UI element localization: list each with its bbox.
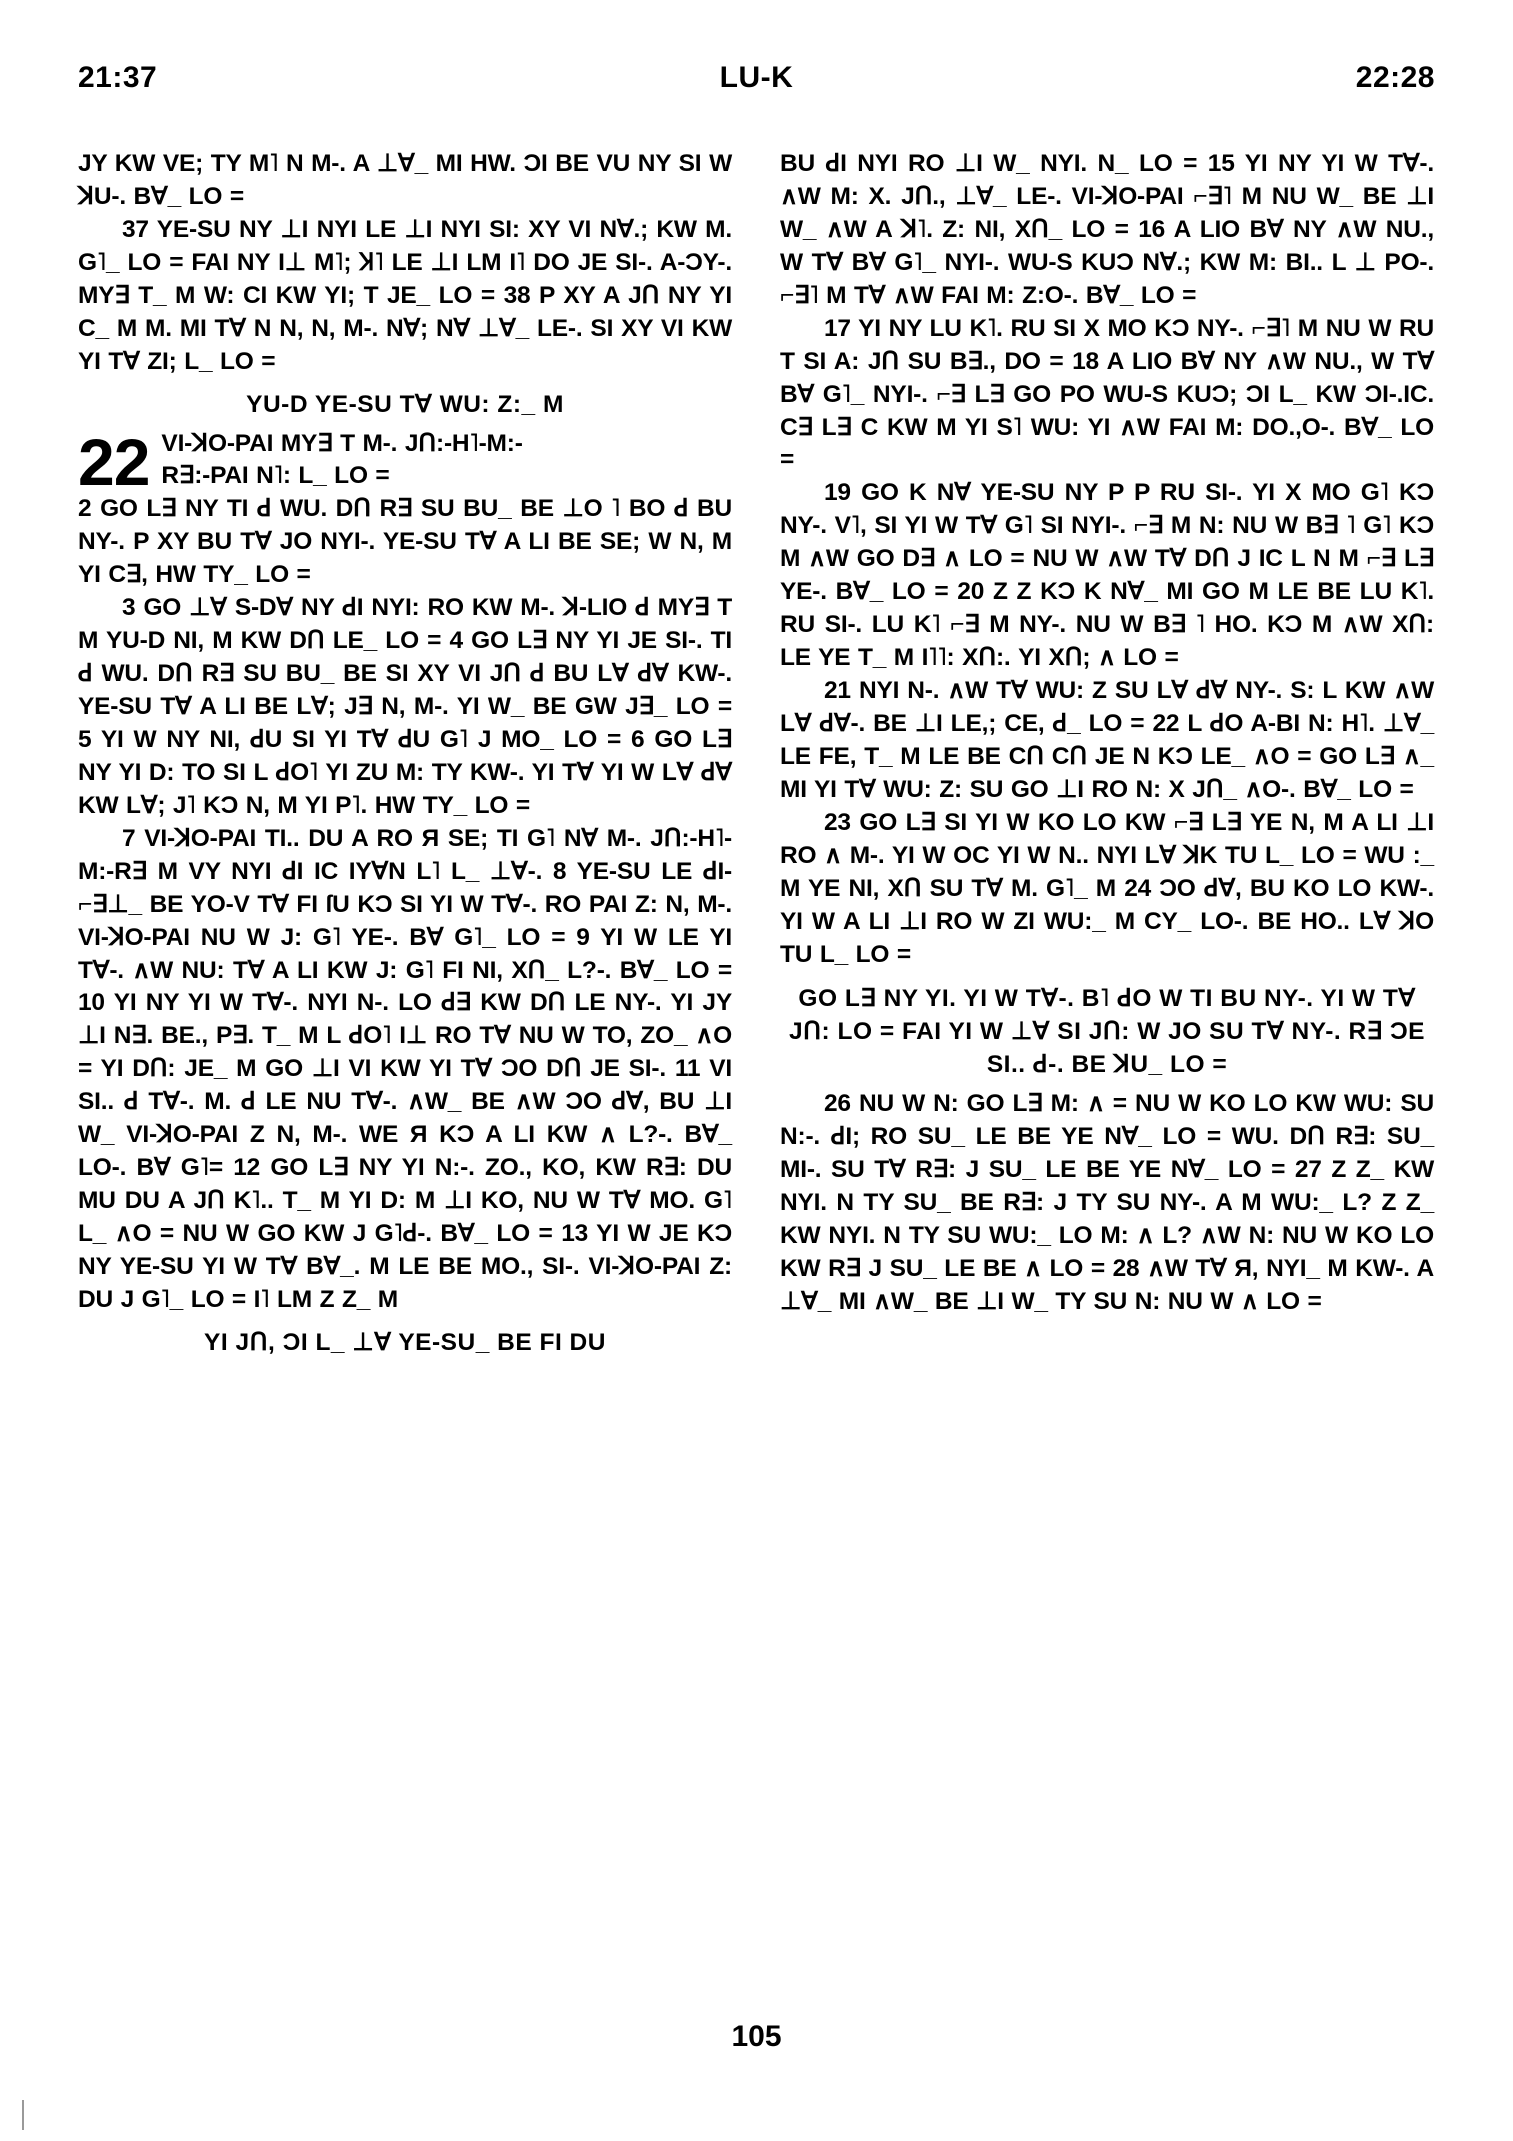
verse-number: 16 [1138, 215, 1166, 243]
verse-number: 6 [631, 725, 645, 753]
verse-number: 18 [1072, 347, 1099, 375]
body-text: JY KW VE; TY M˥ N M-. A ⊥∀_ MI HW. ƆI BE VU NY SI W ꓘU-. B∀_ LO = [78, 150, 732, 210]
verse-paragraph [78, 214, 732, 379]
verse-number: 10 [78, 989, 105, 1017]
header-book-title: LU-K [719, 61, 794, 94]
verse-paragraph [78, 493, 732, 592]
body-text: A LIO B∀ NY ∧W NU., W T∀ B∀ G˥_ NYI-. ⌐∃ L∃ GO PO WU-S KUƆ; ƆI L_ KW ƆI-.IC. C∃ L∃ C KW M YI S˥ WU: YI ∧W FAI M: DO.,O-. B∀_ LO = [780, 347, 1435, 474]
verse-paragraph [78, 823, 732, 1317]
verse-number: 9 [576, 923, 590, 951]
verse-number: 38 [503, 281, 531, 309]
verse-number: 3 [122, 594, 136, 622]
paragraph [780, 148, 1434, 313]
verse-number: 15 [1207, 150, 1235, 177]
body-text: YI W JE KƆ NY YE-SU YI W T∀ B∀_. M LE BE MO., SI-. VI-ꓘO-PAI Z: DU J G˥_ LO = [78, 1220, 733, 1313]
verse-number: 13 [561, 1220, 589, 1247]
verse-paragraph [780, 313, 1434, 478]
verse-number: 20 [957, 578, 985, 606]
verse-number: 22 [1152, 709, 1180, 737]
body-text: WU :_ M YE NI, XՈ SU T∀ M. G˥_ M [780, 841, 1434, 902]
chapter-first-lines [78, 424, 732, 499]
body-text: GO L∃ NY TI ꓒ WU. DՈ R∃ SU BU_ BE ⊥O ˥ BO ꓒ BU NY-. P XY BU T∀ JO NYI-. YE-SU T∀ A LI BE SE; W N, M YI C∃, HW TY_ LO = [78, 495, 733, 589]
body-text: YI NY YI W T∀-. NYI N-. LO ꓒ∃ KW DՈ LE NY-. YI JY ⊥I N∃. BE., P∃. T_ M L ꓒO˥ I⊥ RO T∀ NU W TO, ZO_ ∧O = YI DՈ: JE_ M GO ⊥I VI KW YI T∀ ƆO DՈ JE SI-. [78, 989, 732, 1083]
header-right-reference: 22:28 [1355, 61, 1435, 94]
verse-number: 26 [824, 1090, 851, 1118]
body-text: GO L∃ NY YI N:-. ZO., KO, KW R∃: DU MU DU A JՈ K˥.. T_ M YI D: M ⊥I KO, NU W T∀ MO. G˥ L_ ∧O = NU W GO KW J G˥ꓒ-. B∀_ LO = [78, 1154, 733, 1247]
body-text: P XY A JՈ NY YI C_ M M. MI T∀ N N, N, M-. N∀; N∀ ⊥∀_ LE-. SI XY VI KW YI T∀ ZI; L_ LO = [78, 281, 733, 375]
verse-number: 28 [1112, 1254, 1140, 1282]
body-text: Z Z_ KW NYI. N TY SU_ BE R∃: J TY SU NY-. A M WU:_ L? Z Z_ KW NYI. N TY SU WU:_ LO M: ∧ L? ∧W N: NU W KO LO KW R∃ J SU_ LE BE ∧ LO = [780, 1156, 1434, 1282]
scan-edge-mark [22, 2100, 24, 2130]
section-heading: GO L∃ NY YI. YI W T∀-. B˥ ꓒO W TI BU NY-. YI W T∀ JՈ: LO = FAI YI W ⊥∀ SI JՈ: W JO SU T∀ NY-. R∃ ƆE SI.. ꓒ-. BE ꓘU_ LO = [789, 985, 1425, 1079]
verse-paragraph [780, 675, 1434, 807]
verse-number: 37 [122, 215, 149, 243]
verse-number: 8 [552, 857, 567, 885]
body-text: GO L∃ SI YI W KO LO KW ⌐∃ L∃ YE N, M A LI ⊥I RO ∧ M-. YI W OC YI W N.. NYI L∀ ꓘK TU L_ LO = [780, 808, 1435, 869]
body-text: ƆO ꓒ∀, BU KO LO KW-. YI W A LI ⊥I RO W ZI WU:_ M CY_ LO-. BE HO.. L∀ ꓘO TU L_ LO = [780, 874, 1434, 968]
body-text: YE-SU LE ꓒI-⌐∃⊥_ BE YO-V T∀ FI ſU KƆ SI YI W T∀-. RO PAI Z: N, M-. VI-ꓘO-PAI NU W J: G˥ YE-. B∀ G˥_ LO = [78, 857, 733, 951]
verse-number: 2 [78, 495, 92, 523]
two-column-body [78, 148, 1435, 1988]
body-text: L ꓒO A-BI N: H˥. ⊥∀_ LE FE, T_ M LE BE CՈ CՈ JE N KƆ LE_ ∧O = GO L∃ ∧_ MI YI T∀ WU: Z: SU GO ⊥I RO N: X JՈ_ ∧O-. B∀_ LO = [780, 709, 1434, 803]
verse-paragraph [780, 1088, 1434, 1319]
body-text: GO L∃ NY YI JE SI-. TI ꓒ WU. DՈ R∃ SU BU_ BE SI XY VI JՈ ꓒ BU L∀ ꓒ∀ KW-. YE-SU T∀ A LI BE L∀; J∃ N, M-. YI W_ BE GW J∃_ LO = [78, 627, 733, 720]
body-text: I˥ LM Z Z_ M [253, 1285, 398, 1313]
section-heading: YI JՈ, ƆI L_ ⊥∀ YE-SU_ BE FI DU [204, 1328, 606, 1356]
body-text: ∧W T∀ Я, NYI_ M KW-. A ⊥∀_ MI ∧W_ BE ⊥I W_ TY SU N: NU W ∧ LO = [780, 1254, 1434, 1315]
verse-paragraph [780, 807, 1434, 972]
verse-number: 4 [449, 627, 463, 655]
body-text: BU ꓒI NYI RO ⊥I W_ NYI. N_ LO = [780, 150, 1198, 177]
right-text-column [780, 148, 1434, 1988]
verse-number: 23 [824, 808, 851, 836]
verse-number: 5 [78, 725, 92, 753]
body-text: YI NY LU K˥. RU SI X MO KƆ NY-. ⌐∃˥ M NU W RU T SI A: JՈ SU B∃., DO = [780, 314, 1435, 375]
chapter-opening [78, 424, 733, 593]
verse-number: 21 [824, 677, 851, 704]
verse-number: 24 [1124, 874, 1152, 902]
body-text: GO ⊥∀ S-D∀ NY ꓒI NYI: RO KW M-. ꓘ-LIO ꓒ MY∃ T M YU-D NI, M KW DՈ LE_ LO = [78, 594, 732, 655]
verse-number: 7 [122, 824, 136, 852]
body-text: Z Z KƆ K N∀_ MI GO M LE BE LU K˥. RU SI-. LU K˥ ⌐∃ M NY-. NU W B∃ ˥ HO. KƆ M ∧W XՈ: LE YE T_ M I˥˥: XՈ:. YI XՈ; ∧ LO = [780, 578, 1435, 672]
body-text: A LIO B∀ NY ∧W NU., W T∀ B∀ G˥_ NYI-. WU-S KUƆ N∀.; KW M: BI.. L ⊥ PO-. ⌐∃˥ M T∀ ∧W FAI M: Z:O-. B∀_ LO = [780, 215, 1435, 309]
verse-number: 12 [233, 1154, 261, 1182]
body-text: YI NY YI W T∀-. ∧W M: X. JՈ., ⊥∀_ LE-. VI-ꓘO-PAI ⌐∃˥ M NU W_ BE ⊥I W_ ∧W A ꓘ˥. Z: NI, XՈ_ LO = [780, 150, 1434, 243]
body-text: VI-ꓘO-PAI TI.. DU A RO Я SE; TI G˥ N∀ M-. JՈ:-H˥-M:-R∃ M VY NYI ꓒI IC IY∀N L˥ L_ ⊥∀-. [78, 824, 732, 885]
body-text: GO L∃ NY YI D: TO SI L ꓒO˥ YI ZU M: TY KW-. YI T∀ YI W L∀ ꓒ∀ KW L∀; J˥ KƆ N, M YI P˥. HW TY_ LO = [78, 725, 733, 819]
body-text: YE-SU NY ⊥I NYI LE ⊥I NYI SI: XY VI N∀.; KW M. G˥_ LO = FAI NY I⊥ M˥; Ʞ˥ LE ⊥I LM I˥ DO JE SI-. A-ƆY-. MY∃ T_ M W: CI KW YI; T JE_ LO = [78, 215, 732, 309]
left-text-column [78, 148, 732, 1988]
body-text: R∃:-PAI N˥: L_ LO = [161, 462, 390, 490]
body-text: YI W NY NI, ꓒU SI YI T∀ ꓒU G˥ J MO_ LO = [100, 725, 622, 753]
body-text: GO K N∀ YE-SU NY P P RU SI-. YI X MO G˥ KƆ NY-. V˥, SI YI W T∀ G˥ SI NYI-. ⌐∃ M N: NU W B∃ ˥ G˥ KƆ M ∧W GO D∃ ∧ LO = NU W ∧W T∀ DՈ J IC L N M ⌐∃ L∃ YE-. B∀_ LO = [780, 479, 1434, 606]
verse-paragraph [780, 477, 1434, 675]
body-text: YI W LE YI T∀-. ∧W NU: T∀ A LI KW J: G˥ FI NI, XՈ_ L?-. B∀_ LO = [78, 923, 732, 984]
verse-number: 11 [674, 1055, 701, 1083]
body-text: VI SI.. ꓒ T∀-. M. ꓒ LE NU T∀-. ∧W_ BE ∧W ƆO ꓒ∀, BU ⊥I W_ VI-ꓘO-PAI Z N, M-. WE Я KƆ A LI KW ∧ L?-. B∀_ LO-. B∀ G˥= [78, 1055, 732, 1182]
body-text: NU W N: GO L∃ M: ∧ = NU W KO LO KW WU: SU N:-. ꓒI; RO SU_ LE BE YE N∀_ LO = WU. DՈ R∃: SU_ MI-. SU T∀ R∃: J SU_ LE BE YE N∀_ LO = [780, 1090, 1435, 1184]
page-number: 105 [731, 2020, 782, 2053]
verse-number: 27 [1294, 1156, 1322, 1184]
header-left-reference: 21:37 [78, 61, 158, 94]
chapter-number: 22 [78, 424, 150, 499]
verse-number: 19 [824, 479, 851, 507]
body-text: VI-ꓘO-PAI MY∃ T M-. JՈ:-H˥-M:- [161, 429, 523, 457]
body-text: NYI N-. ∧W T∀ WU: Z SU L∀ ꓒ∀ NY-. S: L KW ∧W L∀ ꓒ∀-. BE ⊥I LE,; CE, ꓒ_ LO = [780, 677, 1434, 737]
paragraph [78, 148, 732, 214]
verse-number: 17 [824, 314, 851, 342]
section-heading: YU-D YE-SU T∀ WU: Z:_ M [246, 390, 564, 418]
page-header [78, 58, 1435, 98]
verse-paragraph [78, 592, 732, 823]
